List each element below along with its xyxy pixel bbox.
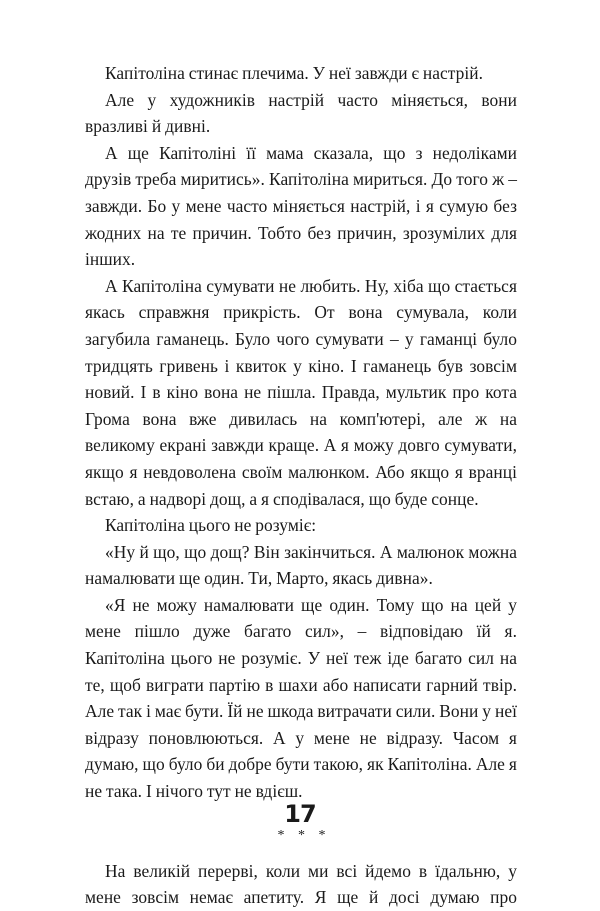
paragraph: На великій перерві, коли ми всі йдемо в їдальню, у мене зовсім немає апетиту. Я ще й досі думаю про xyxy=(85,860,517,908)
paragraph: А Капітоліна сумувати не любить. Ну, хіба що стається якась справжня прикрість. От вона сумувала, коли загубила гаманець. Було чого сумувати – у гаманці було тридцять гривень і квиток у кіно. І гаманець був зовсім новий. І в кіно вона не пішла. Правда, мультик про кота Грома вона вже дивилась на комп'ютері, але ж на великому екрані завжди краще. А я можу довго сумувати, якщо я невдоволена своїм малюнком. Або якщо я вранці встаю, а надворі дощ, а я сподівалася, що буде сонце. xyxy=(85,275,517,509)
paragraph: «Ну й що, що дощ? Він закінчиться. А малюнок можна намалювати ще один. Ти, Марто, якась дивна». xyxy=(85,541,517,589)
paragraph: Капітоліна стинає плечима. У неї завжди є настрій. xyxy=(105,63,484,83)
paragraph: Капітоліна цього не розуміє: xyxy=(105,515,317,536)
section-separator: * * * xyxy=(277,827,331,843)
paragraph: «Я не можу намалювати ще один. Тому що на цей у мене пішло дуже багато сил», – відповідаю їй я. Капітоліна цього не розуміє. У неї теж іде багато сил на те, щоб виграти партію в шахи або написати гарний твір. Але так і має бути. Їй не шкода витрачати сили. Вони у неї відразу поновлюються. А у мене не відразу. Часом я думаю, що було би добре бути такою, як Капітоліна. Але я не така. І нічого тут не вдієш. xyxy=(85,594,517,802)
text-block-top xyxy=(85,60,517,805)
paragraph: А ще Капітоліні її мама сказала, що з недоліками друзів треба миритись». Капітоліна мириться. До того ж – завжди. Бо у мене часто міняється настрій, і я сумую без жодних на те причин. Тобто без причин, зрозумілих для інших. xyxy=(85,142,517,270)
page-number: 17 xyxy=(284,800,316,828)
text-block-bottom xyxy=(85,858,517,911)
paragraph: Але у художників настрій часто міняється, вони вразливі й дивні. xyxy=(85,89,517,137)
book-page-body xyxy=(85,60,517,911)
